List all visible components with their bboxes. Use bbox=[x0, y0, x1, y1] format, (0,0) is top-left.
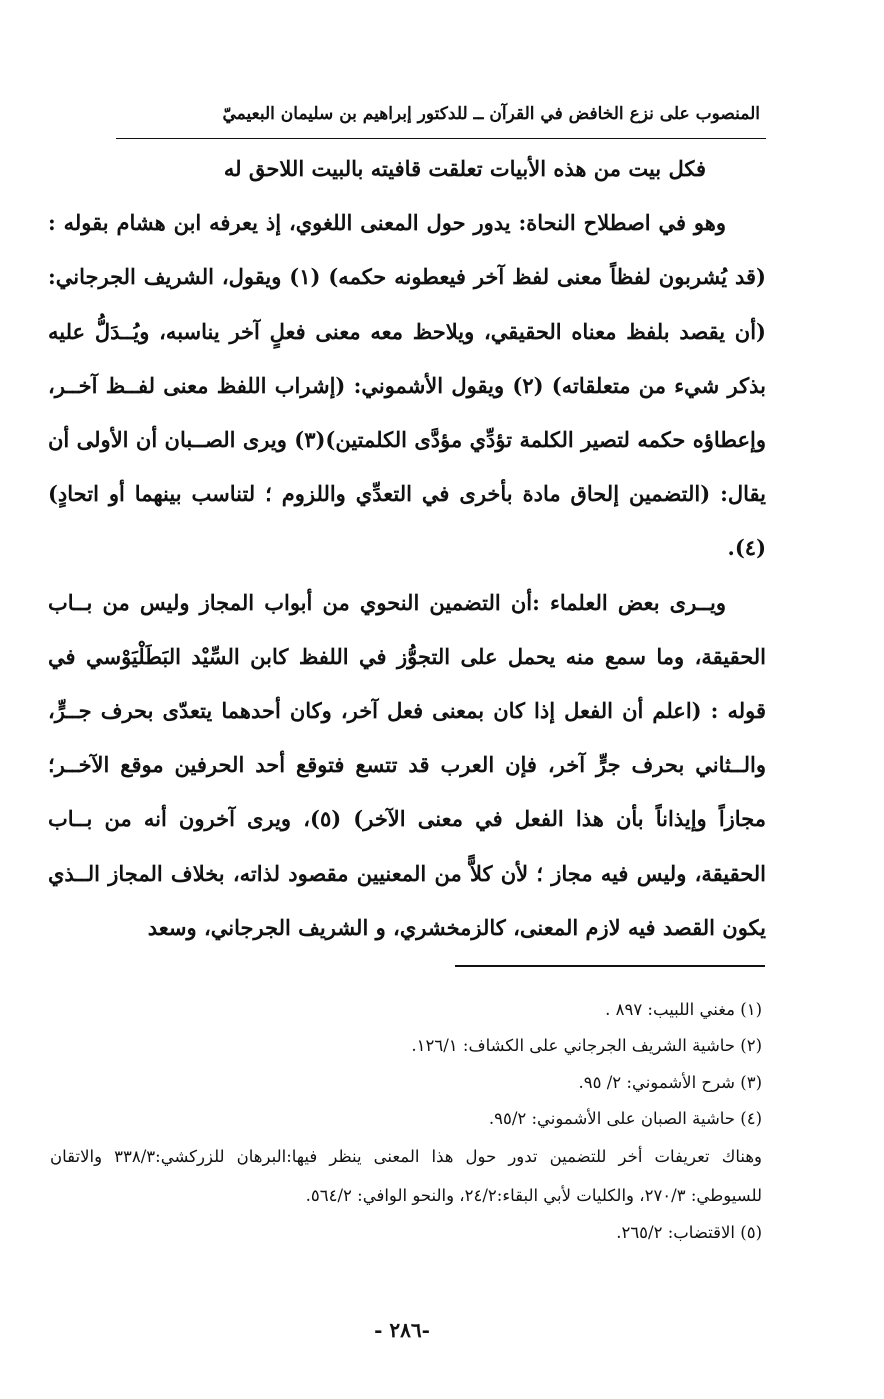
footnote-note: وهناك تعريفات أخر للتضمين تدور حول هذا المعنى ينظر فيها:البرهان للزركشي:٣٣٨/٣ والاتقان للسيوطي: ٢٧٠/٣، والكليات لأبي البقاء:٢٤/٢، والنحو الوافي: ٥٦٤/٢. bbox=[50, 1147, 762, 1206]
footnote: (٣) شرح الأشموني: ٢/ ٩٥. bbox=[578, 1072, 762, 1092]
body-text bbox=[48, 142, 766, 955]
footnote: (١) مغني اللبيب: ٨٩٧ . bbox=[605, 1000, 762, 1019]
footnote: (٢) حاشية الشريف الجرجاني على الكشاف: ١٢٦/١. bbox=[411, 1036, 762, 1056]
running-header: المنصوب على نزع الخافض في القرآن ــ للدكتور إبراهيم بن سليمان البعيميّ bbox=[222, 104, 760, 124]
header-rule bbox=[116, 138, 766, 139]
page-number: -٢٨٦ - bbox=[374, 1318, 430, 1342]
footnote: (٤) حاشية الصبان على الأشموني: ٩٥/٢. bbox=[488, 1108, 762, 1128]
body-paragraph: وهو في اصطلاح النحاة: يدور حول المعنى اللغوي، إذ يعرفه ابن هشام بقوله :(قد يُشربون لفظاً معنى لفظ آخر فيعطونه حكمه) (١) ويقول، الشريف الجرجاني: (أن يقصد بلفظ معناه الحقيقي، ويلاحظ معه معنى فعلٍ آخر يناسبه، ويُــدَلُّ عليه بذكر شيء من متعلقاته) (٢) ويقول الأشموني: (إشراب اللفظ معنى لفــظ آخــر، وإعطاؤه حكمه لتصير الكلمة تؤدِّي مؤدَّى الكلمتين)(٣) ويرى الصــبان أن الأولى أن يقال: (التضمين إلحاق مادة بأخرى في التعدِّي واللزوم ؛ لتناسب بينهما أو اتحادٍ)(٤). bbox=[48, 210, 766, 561]
body-paragraph: ويــرى بعض العلماء :أن التضمين النحوي من أبواب المجاز وليس من بــاب الحقيقة، وما سمع منه يحمل على التجوُّز في اللفظ كابن السِّيْد البَطَلْيَوْسي في قوله : (اعلم أن الفعل إذا كان بمعنى فعل آخر، وكان أحدهما يتعدّى بحرف جــرٍّ، والــثاني بحرف جرٍّ آخر، فإن العرب قد تتسع فتوقع أحد الحرفين موقع الآخــر؛ مجازاً وإيذاناً بأن هذا الفعل في معنى الآخر) (٥)، ويرى آخرون أنه من بــاب الحقيقة، وليس فيه مجاز ؛ لأن كلاًّ من المعنيين مقصود لذاته، بخلاف المجاز الــذي يكون القصد فيه لازم المعنى، كالزمخشري، و الشريف الجرجاني، وسعد bbox=[48, 589, 767, 940]
body-paragraph: فكل بيت من هذه الأبيات تعلقت قافيته بالبيت اللاحق له bbox=[223, 156, 706, 181]
footnotes bbox=[50, 992, 762, 1251]
footnote-separator bbox=[455, 965, 765, 967]
footnote: (٥) الاقتضاب: ٢٦٥/٢. bbox=[616, 1223, 762, 1243]
